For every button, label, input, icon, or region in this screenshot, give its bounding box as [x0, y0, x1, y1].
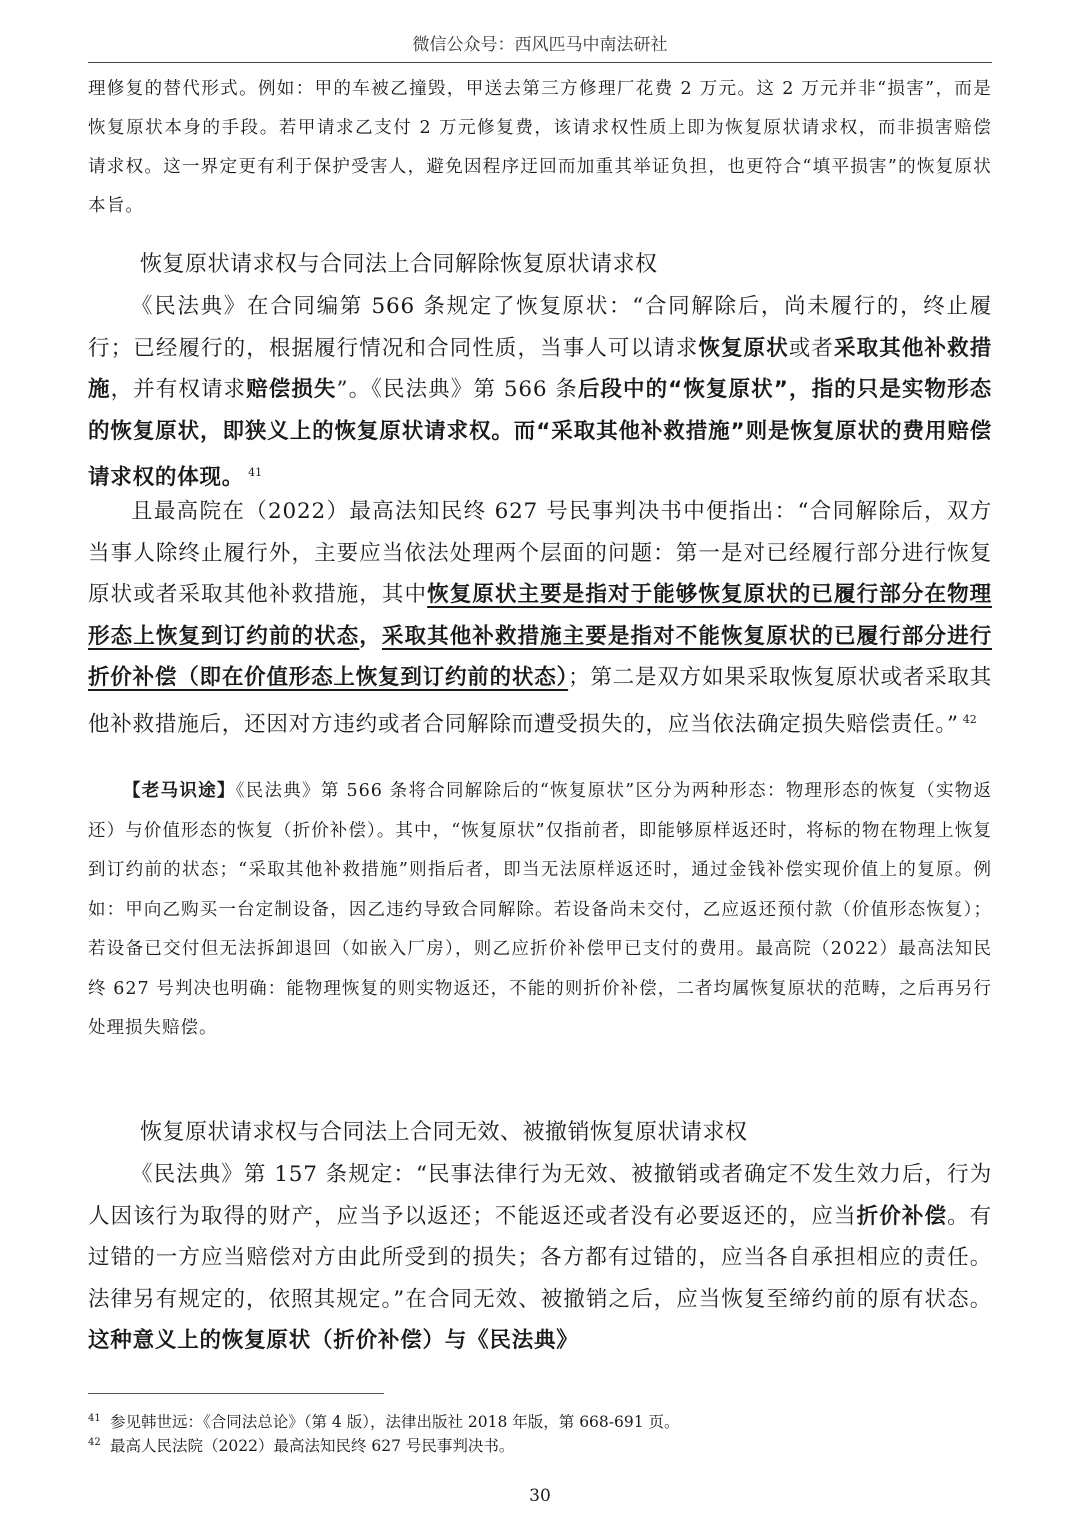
footnote-number: 41 [88, 1413, 101, 1424]
underlined-bold-text: 恢复原状主要是指对于能够恢复原状的已履行部分在物理形态上恢复到订约前的状态 [88, 582, 992, 649]
footnote-text: 参见韩世远：《合同法总论》（第 4 版），法律出版社 2018 年版，第 668-691 页。 [110, 1413, 680, 1432]
footnote-number: 42 [88, 1437, 101, 1448]
text-run: 《民法典》第 157 条规定：“民事法律行为无效、被撤销或者确定不发生效力后，行为人因该行为取得的财产，应当予以返还；不能返还或者没有必要返还的，应当 [88, 1162, 992, 1229]
page-header: 微信公众号：西风匹马中南法研社 [412, 35, 668, 55]
text-run: ；第二是双方如果采取恢复原状或者采取其他补救措施后，还因对方违约或者合同解除而遭受损失的，应当依法确定损失赔偿责任。” [88, 665, 992, 737]
note-label: 【老马识途】 [123, 781, 236, 801]
bold-text: 赔偿损失 [246, 377, 337, 402]
text-run: ，并有权请求 [110, 377, 247, 402]
text-run: 或者 [788, 335, 835, 361]
footnote-text: 最高人民法院（2022）最高法知民终 627 号民事判决书。 [110, 1437, 515, 1456]
note-paragraph-laoma [88, 772, 992, 1049]
text-run: ”。《民法典》第 566 条 [336, 377, 578, 402]
footnote-ref-41[interactable]: 41 [248, 466, 263, 479]
section-heading-contract-invalid: 恢复原状请求权与合同法上合同无效、被撤销恢复原状请求权 [140, 1120, 748, 1145]
bold-text: 这种意义上的恢复原状（折价补偿）与《民法典》 [88, 1328, 579, 1353]
footnote-42 [88, 1432, 992, 1457]
bold-text: ， [359, 623, 382, 649]
text-run: 。有过错的一方应当赔偿对方由此所受到的损失；各方都有过错的，应当各自承担相应的责任。法律另有规定的，依照其规定。”在合同无效、被撤销之后，应当恢复至缔约前的原有状态。 [88, 1203, 992, 1312]
section-heading-contract-termination: 恢复原状请求权与合同法上合同解除恢复原状请求权 [140, 252, 658, 277]
text-run: 且最高院在（2022）最高法知民终 627 号民事判决书中便指出：“合同解除后，双方当事人除终止履行外，主要应当依法处理两个层面的问题：第一是对已经履行部分进行恢复原状或者采取其他补救措施，其中 [88, 499, 992, 607]
footnote-41 [88, 1408, 992, 1433]
paragraph-supreme-court-judgment [88, 491, 992, 745]
bold-text: 采取其他补救措施 [88, 335, 992, 402]
note-text: 《民法典》第 566 条将合同解除后的“恢复原状”区分为两种形态：物理形态的恢复（实物返还）与价值形态的恢复（折价补偿）。其中，“恢复原状”仅指前者，即能够原样返还时，将标的物在物理上恢复到订约前的状态；“采取其他补救措施”则指后者，即当无法原样返还时，通过金钱补偿实现价值上的复原。例如：甲向乙购买一台定制设备，因乙违约导致合同解除。若设备尚未交付，乙应返还预付款（价值形态恢复）；若设备已交付但无法拆卸退回（如嵌入厂房），则乙应折价补偿甲已支付的费用。最高院（2022）最高法知民终 627 号判决也明确：能物理恢复的则实物返还，不能的则折价补偿，二者均属恢复原状的范畴，之后再另行处理损失赔偿。 [88, 781, 993, 1038]
underlined-bold-text: 采取其他补救措施主要是指对不能恢复原状的已履行部分进行折价补偿（即在价值形态上恢复到订约前的状态） [88, 623, 992, 690]
bold-text: 恢复原状 [698, 335, 789, 361]
bold-text: 后段中的“恢复原状”，指的只是实物形态的恢复原状，即狭义上的恢复原状请求权。而“采取其他补救措施”则是恢复原状的费用赔偿请求权的体现。 [88, 377, 992, 491]
bold-text: 折价补偿 [856, 1203, 948, 1229]
text-run: 《民法典》在合同编第 566 条规定了恢复原状：“合同解除后，尚未履行的，终止履行；已经履行的，根据履行情况和合同性质，当事人可以请求 [88, 294, 992, 361]
footnote-divider [88, 1393, 384, 1394]
footnote-ref-42[interactable]: 42 [962, 712, 977, 726]
paragraph-article-157 [88, 1154, 992, 1362]
header-divider [88, 62, 992, 63]
intro-paragraph: 理修复的替代形式。例如：甲的车被乙撞毁，甲送去第三方修理厂花费 2 万元。这 2 万元并非“损害”，而是恢复原状本身的手段。若甲请求乙支付 2 万元修复费，该请求权性质上即为恢复原状请求权，而非损害赔偿请求权。这一界定更有利于保护受害人，避免因程序迂回而加重其举证负担，也更符合“填平损害”的恢复原状本旨。 [88, 79, 992, 216]
page-number: 30 [529, 1486, 551, 1506]
paragraph-article-566 [88, 286, 992, 499]
